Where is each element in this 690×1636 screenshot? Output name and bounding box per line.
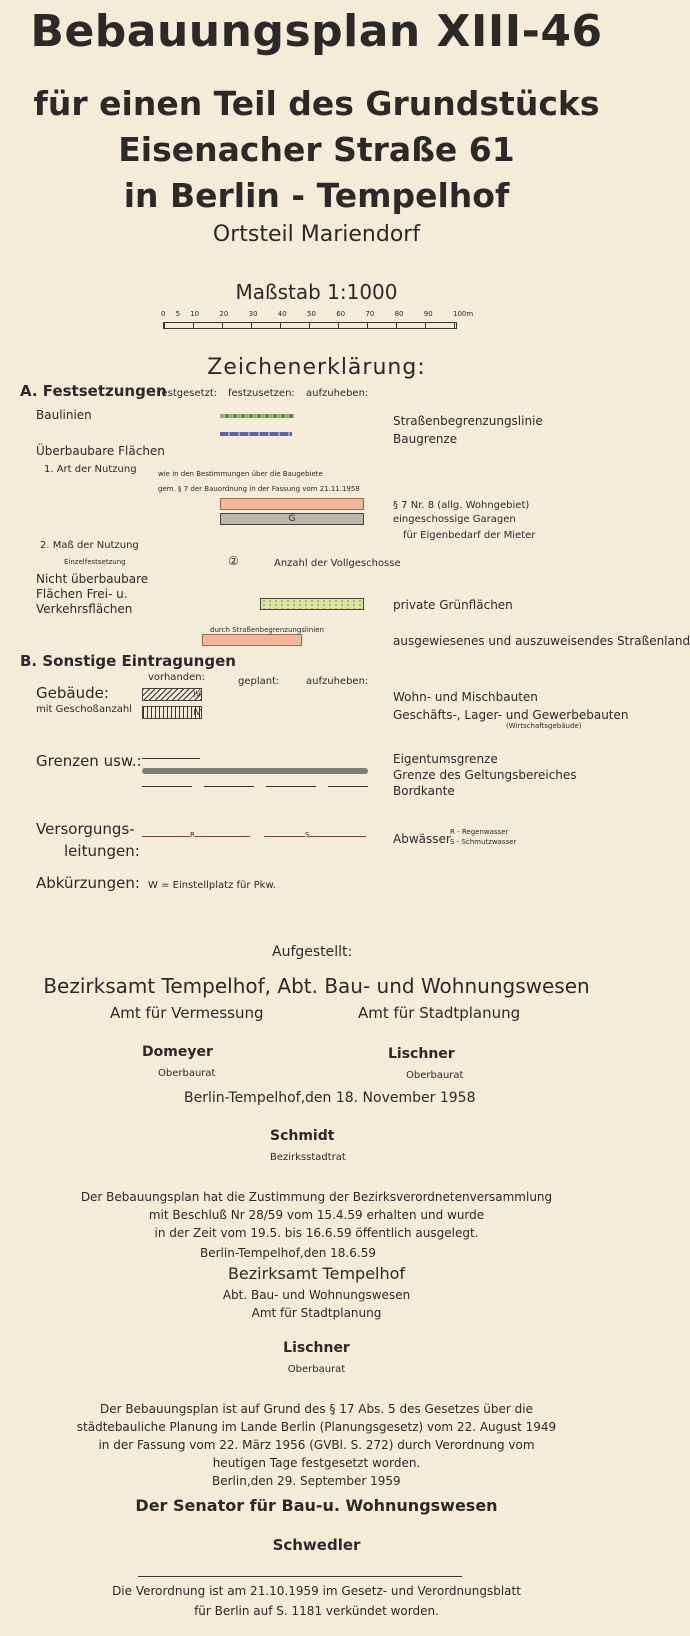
legend-heading: Zeichenerklärung: xyxy=(207,355,426,380)
col-geplant: geplant: xyxy=(238,676,280,687)
eigentum-label: Eigentumsgrenze xyxy=(393,752,498,766)
geltungsbereich-line xyxy=(142,768,368,774)
oberbaurat-1: Oberbaurat xyxy=(158,1068,216,1079)
verkuendung-line-1: Die Verordnung ist am 21.10.1959 im Gesetz- und Verordnungsblatt xyxy=(112,1584,521,1598)
vollgeschosse-label: Anzahl der Vollgeschosse xyxy=(274,558,401,569)
verkuendung-line-2: für Berlin auf S. 1181 verkündet worden. xyxy=(194,1604,439,1618)
wohn-label: Wohn- und Mischbauten xyxy=(393,690,538,704)
wirtschaft-label: (Wirtschaftsgebäude) xyxy=(506,722,582,730)
baugrenze-symbol xyxy=(220,432,292,436)
col-festzusetzen: festzusetzen: xyxy=(228,388,295,399)
signature-schwedler: Schwedler xyxy=(272,1536,361,1554)
iv-label-2: IV xyxy=(193,708,201,717)
g-label: G xyxy=(288,514,296,524)
scale-tick-label: 50 xyxy=(307,310,316,318)
scale-tick-label: 40 xyxy=(277,310,287,318)
wohngebiet-label: § 7 Nr. 8 (allg. Wohngebiet) xyxy=(393,500,530,511)
datum-1: Berlin-Tempelhof,den 18. November 1958 xyxy=(184,1090,476,1106)
title-subline-1: für einen Teil des Grundstücks xyxy=(33,84,600,123)
scale-tick-label: 20 xyxy=(219,310,229,318)
einstell-label: W = Einstellplatz für Pkw. xyxy=(148,880,276,891)
planungsgesetz-line-1: Der Bebauungsplan ist auf Grund des § 17 Abs. 5 des Gesetzes über die xyxy=(100,1402,533,1416)
aufgestellt-label: Aufgestellt: xyxy=(272,944,353,960)
strassenbegrenzung-symbol xyxy=(220,414,294,418)
wohngebiet-symbol xyxy=(220,498,364,510)
geltung-label: Grenze des Geltungsbereiches xyxy=(393,768,577,782)
amt-stadtplanung: Amt für Stadtplanung xyxy=(358,1004,521,1022)
planungsgesetz-line-2: städtebauliche Planung im Lande Berlin (Planungsgesetz) vom 22. August 1949 xyxy=(76,1420,557,1434)
col-aufzuheben: aufzuheben: xyxy=(306,388,369,399)
oberbaurat-2: Oberbaurat xyxy=(406,1070,464,1081)
bestimmungen-line2: gem. § 7 der Bauordnung in der Fassung vom 21.11.1958 xyxy=(158,485,360,493)
gebaeude-label: Gebäude: xyxy=(36,684,109,702)
bordkante-label: Bordkante xyxy=(393,784,455,798)
strassenbegrenzungslinie-label: Straßenbegrenzungslinie xyxy=(393,414,543,428)
scale-label: Maßstab 1:1000 xyxy=(235,280,398,304)
regen-label: R - Regenwasser xyxy=(450,828,509,836)
scale-tick-label: 80 xyxy=(394,310,404,318)
wohnbau-hatch-symbol xyxy=(142,688,202,701)
scale-tick-label: 60 xyxy=(336,310,346,318)
signature-lischner-2: Lischner xyxy=(283,1340,350,1356)
einzelfestsetzung-label: Einzelfestsetzung xyxy=(64,558,126,566)
schmutzwasser-line xyxy=(264,836,366,837)
section-b-heading: B. Sonstige Eintragungen xyxy=(20,652,236,670)
bvv-line-1: Der Bebauungsplan hat die Zustimmung der Bezirksverordnetenversammlung xyxy=(80,1190,553,1204)
bvv-line-3: in der Zeit vom 19.5. bis 16.6.59 öffentlich ausgelegt. xyxy=(154,1226,479,1240)
grenzen-label: Grenzen usw.: xyxy=(36,752,142,770)
nicht-ueberbaubar-1: Nicht überbaubare xyxy=(36,572,149,586)
signature-domeyer: Domeyer xyxy=(142,1044,213,1060)
ueberbaubare-label: Überbaubare Flächen xyxy=(36,444,165,458)
durch-strassen-label: durch Straßenbegrenzungslinien xyxy=(210,626,324,634)
art-nutzung-label: 1. Art der Nutzung xyxy=(44,464,137,475)
col-vorhanden: vorhanden: xyxy=(148,672,205,683)
scale-tick-label: 100m xyxy=(453,310,474,318)
regenwasser-line xyxy=(142,836,250,837)
scale-tick-label: 30 xyxy=(248,310,258,318)
bestimmungen-line1: wie in den Bestimmungen über die Baugebiete xyxy=(158,470,323,478)
abt-2: Abt. Bau- und Wohnungswesen xyxy=(222,1288,411,1302)
scale-tick-label: 90 xyxy=(423,310,433,318)
r-mark: R xyxy=(190,831,195,839)
strassenland-label: ausgewiesenes und auszuweisendes Straßenland xyxy=(393,634,690,648)
scale-tick-label: 5 xyxy=(175,310,181,318)
gruenflaechen-label: private Grünflächen xyxy=(393,598,513,612)
baugrenze-label: Baugrenze xyxy=(393,432,458,446)
strassenland-symbol xyxy=(202,634,302,646)
garagen-symbol xyxy=(220,513,364,525)
title-subline-2: Eisenacher Straße 61 xyxy=(118,130,515,169)
garagen-label-1: eingeschossige Garagen xyxy=(393,514,516,525)
col-aufzuheben-b: aufzuheben: xyxy=(306,676,369,687)
baulinien-label: Baulinien xyxy=(36,408,92,422)
signature-lischner: Lischner xyxy=(388,1046,455,1062)
bezirksamt-2: Bezirksamt Tempelhof xyxy=(227,1264,406,1283)
bvv-line-2: mit Beschluß Nr 28/59 vom 15.4.59 erhalten und wurde xyxy=(148,1208,485,1222)
mass-nutzung-label: 2. Maß der Nutzung xyxy=(40,540,139,551)
scale-bar xyxy=(163,322,457,329)
scale-tick-label: 0 xyxy=(161,310,166,318)
plan-title: Bebauungsplan XIII-46 xyxy=(30,6,603,57)
eigentumsgrenze-line xyxy=(142,758,200,759)
planungsgesetz-line-4: heutigen Tage festgesetzt worden. xyxy=(212,1456,421,1470)
gruenflaechen-symbol xyxy=(260,598,364,610)
abkuerzungen-label: Abkürzungen: xyxy=(36,874,140,892)
datum-3: Berlin,den 29. September 1959 xyxy=(212,1474,401,1488)
nicht-ueberbaubar-3: Verkehrsflächen xyxy=(36,602,133,616)
s-mark: S xyxy=(305,831,310,839)
ortsteil: Ortsteil Mariendorf xyxy=(212,222,421,247)
signature-schmidt: Schmidt xyxy=(270,1128,335,1144)
oberbaurat-3: Oberbaurat xyxy=(287,1364,346,1375)
geschaefts-label: Geschäfts-, Lager- und Gewerbebauten xyxy=(393,708,629,722)
gewerbebau-hatch-symbol xyxy=(142,706,202,719)
versorgung-label-2: leitungen: xyxy=(64,842,140,860)
planungsgesetz-line-3: in der Fassung vom 22. März 1956 (GVBl. S. 272) durch Verordnung vom xyxy=(98,1438,535,1452)
amt-2: Amt für Stadtplanung xyxy=(251,1306,382,1320)
scale-tick-label: 70 xyxy=(365,310,375,318)
geschoss-label: mit Geschoßanzahl xyxy=(36,704,132,715)
footer-rule xyxy=(138,1576,462,1577)
vollgeschoss-circle-icon: ② xyxy=(228,554,239,568)
scale-tick-label: 10 xyxy=(190,310,200,318)
bezirksamt-heading: Bezirksamt Tempelhof, Abt. Bau- und Wohnungswesen xyxy=(43,974,590,998)
versorgung-label-1: Versorgungs- xyxy=(36,820,135,838)
schmutz-label: S - Schmutzwasser xyxy=(450,838,517,846)
bezirksstadtrat-label: Bezirksstadtrat xyxy=(270,1152,346,1163)
bordkante-line xyxy=(142,786,368,787)
title-subline-3: in Berlin - Tempelhof xyxy=(123,176,510,215)
iv-label: IV xyxy=(193,690,201,699)
garagen-label-2: für Eigenbedarf der Mieter xyxy=(403,530,536,541)
senator-heading: Der Senator für Bau-u. Wohnungswesen xyxy=(135,1496,498,1515)
amt-vermessung: Amt für Vermessung xyxy=(110,1004,264,1022)
datum-2: Berlin-Tempelhof,den 18.6.59 xyxy=(200,1246,376,1260)
section-a-heading: A. Festsetzungen xyxy=(20,382,167,400)
col-festgesetzt: festgesetzt: xyxy=(158,388,218,399)
nicht-ueberbaubar-2: Flächen Frei- u. xyxy=(36,587,128,601)
abwaesser-label: Abwässer xyxy=(393,832,451,846)
